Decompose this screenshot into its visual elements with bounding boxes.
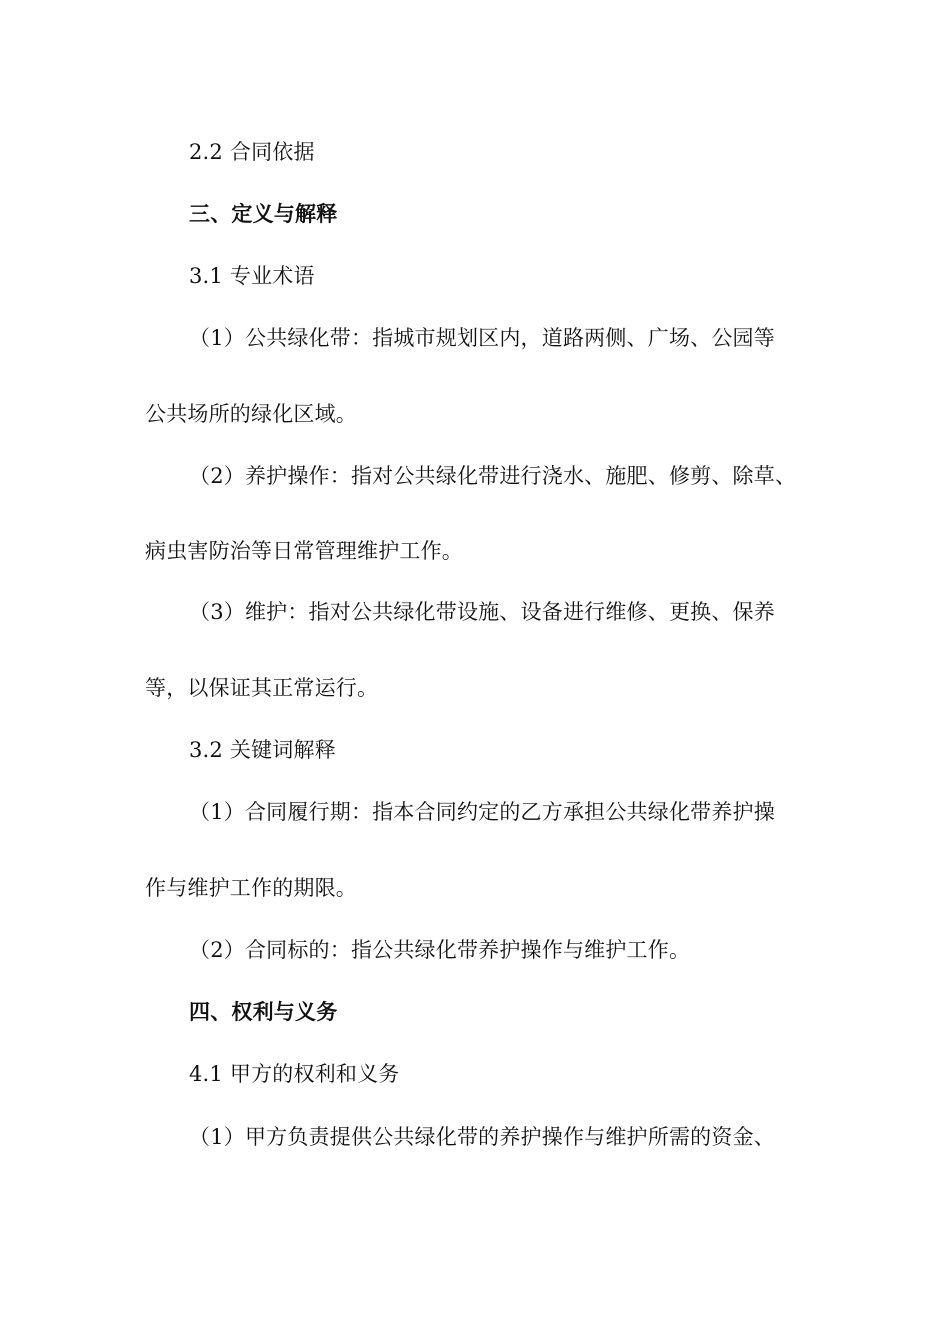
section-2-2-heading: 2.2 合同依据 [189, 140, 315, 164]
section-3-2-heading: 3.2 关键词解释 [189, 738, 336, 762]
keyword-2-line-1: （2）合同标的：指公共绿化带养护操作与维护工作。 [189, 938, 691, 962]
section-3-1-heading: 3.1 专业术语 [189, 264, 315, 288]
section-4-1-heading: 4.1 甲方的权利和义务 [189, 1062, 400, 1086]
keyword-1-line-1: （1）合同履行期：指本合同约定的乙方承担公共绿化带养护操 [189, 800, 775, 824]
term-3-line-2: 等，以保证其正常运行。 [145, 676, 379, 700]
duty-1-line-1: （1）甲方负责提供公共绿化带的养护操作与维护所需的资金、 [189, 1125, 775, 1149]
term-2-line-2: 病虫害防治等日常管理维护工作。 [145, 539, 463, 563]
term-2-line-1: （2）养护操作：指对公共绿化带进行浇水、施肥、修剪、除草、 [189, 464, 797, 488]
term-1-line-1: （1）公共绿化带：指城市规划区内，道路两侧、广场、公园等 [189, 326, 775, 350]
keyword-1-line-2: 作与维护工作的期限。 [145, 876, 357, 900]
chapter-3-heading: 三、定义与解释 [189, 201, 338, 226]
term-1-line-2: 公共场所的绿化区域。 [145, 402, 357, 426]
term-3-line-1: （3）维护：指对公共绿化带设施、设备进行维修、更换、保养 [189, 600, 775, 624]
chapter-4-heading: 四、权利与义务 [189, 999, 338, 1024]
